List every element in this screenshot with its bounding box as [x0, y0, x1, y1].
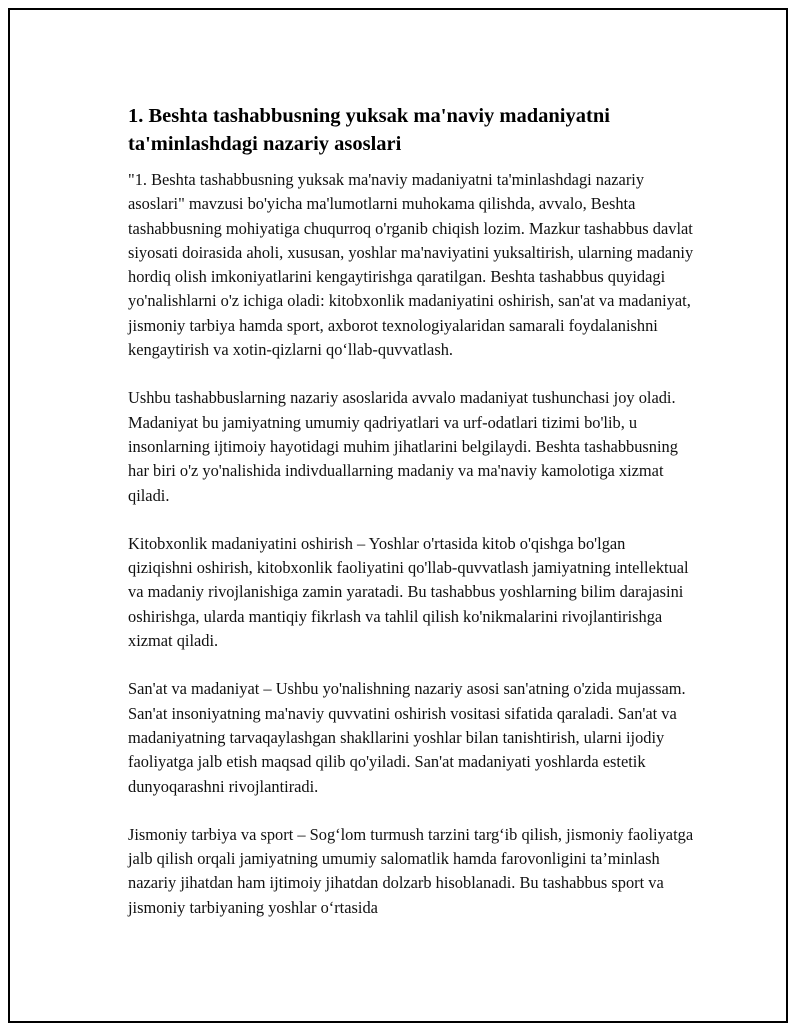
- document-title: 1. Beshta tashabbusning yuksak ma'naviy madaniyatni ta'minlashdagi nazariy asoslari: [128, 105, 610, 155]
- paragraph-art-and-culture: San'at va madaniyat – Ushbu yo'nalishning nazariy asosi san'atning o'zida mujassam. San'at insoniyatning ma'naviy quvvatini oshirish vositasi sifatida qaraladi. San'at va madaniyatning tarvaqaylashgan shakllarini yoshlar bilan tanishtirish, ularni ijodiy faoliyatga jalb etish maqsad qilib qo'yiladi. San'at madaniyati yoshlarda estetik dunyoqarashni rivojlantiradi.: [128, 679, 686, 796]
- paragraph-reading-culture: Kitobxonlik madaniyatini oshirish – Yoshlar o'rtasida kitob o'qishga bo'lgan qiziqishni oshirish, kitobxonlik faoliyatini qo'llab-quvvatlash jamiyatning intellektual va madaniy rivojlanishiga zamin yaratadi. Bu tashabbus yoshlarning bilim darajasini oshirishga, ularda mantiqiy fikrlash va tahlil qilish ko'nikmalarini rivojlantirishga xizmat qiladi.: [128, 533, 689, 651]
- paragraph-culture-concept: Ushbu tashabbuslarning nazariy asoslarida avvalo madaniyat tushunchasi joy oladi. Madaniyat bu jamiyatning umumiy qadriyatlari va urf-odatlari tizimi bo'lib, u insonlarning ijtimoiy hayotidagi muhim jihatlarini belgilaydi. Beshta tashabbusning har biri o'z yo'nalishida indivduallarning madaniy va ma'naviy kamolotiga xizmat qiladi.: [128, 388, 678, 505]
- paragraph-physical-education: Jismoniy tarbiya va sport – Sog‘lom turmush tarzini targ‘ib qilish, jismoniy faoliyatga jalb qilish orqali jamiyatning umumiy salomatlik hamda farovonligini ta’minlash nazariy jihatdan ham ijtimoiy jihatdan dolzarb hisoblanadi. Bu tashabbus sport va jismoniy tarbiyaning yoshlar o‘rtasida: [128, 824, 694, 917]
- page-frame: [8, 8, 788, 1023]
- paragraph-intro: "1. Beshta tashabbusning yuksak ma'naviy madaniyatni ta'minlashdagi nazariy asoslari" mavzusi bo'yicha ma'lumotlarni muhokama qilishda, avvalo, Beshta tashabbusning mohiyatiga chuqurroq o'rganib chiqish lozim. Mazkur tashabbus davlat siyosati doirasida aholi, xususan, yoshlar ma'naviyatini yuksaltirish, ularning madaniy hordiq olish imkoniyatlarini kengaytirishga qaratilgan. Beshta tashabbus quyidagi yo'nalishlarni o'z ichiga oladi: kitobxonlik madaniyatini oshirish, san'at va madaniyat, jismoniy tarbiya hamda sport, axborot texnologiyalaridan samarali foydalanishni kengaytirish va xotin-qizlarni qo‘llab-quvvatlash.: [128, 170, 694, 360]
- document-body: [128, 102, 694, 944]
